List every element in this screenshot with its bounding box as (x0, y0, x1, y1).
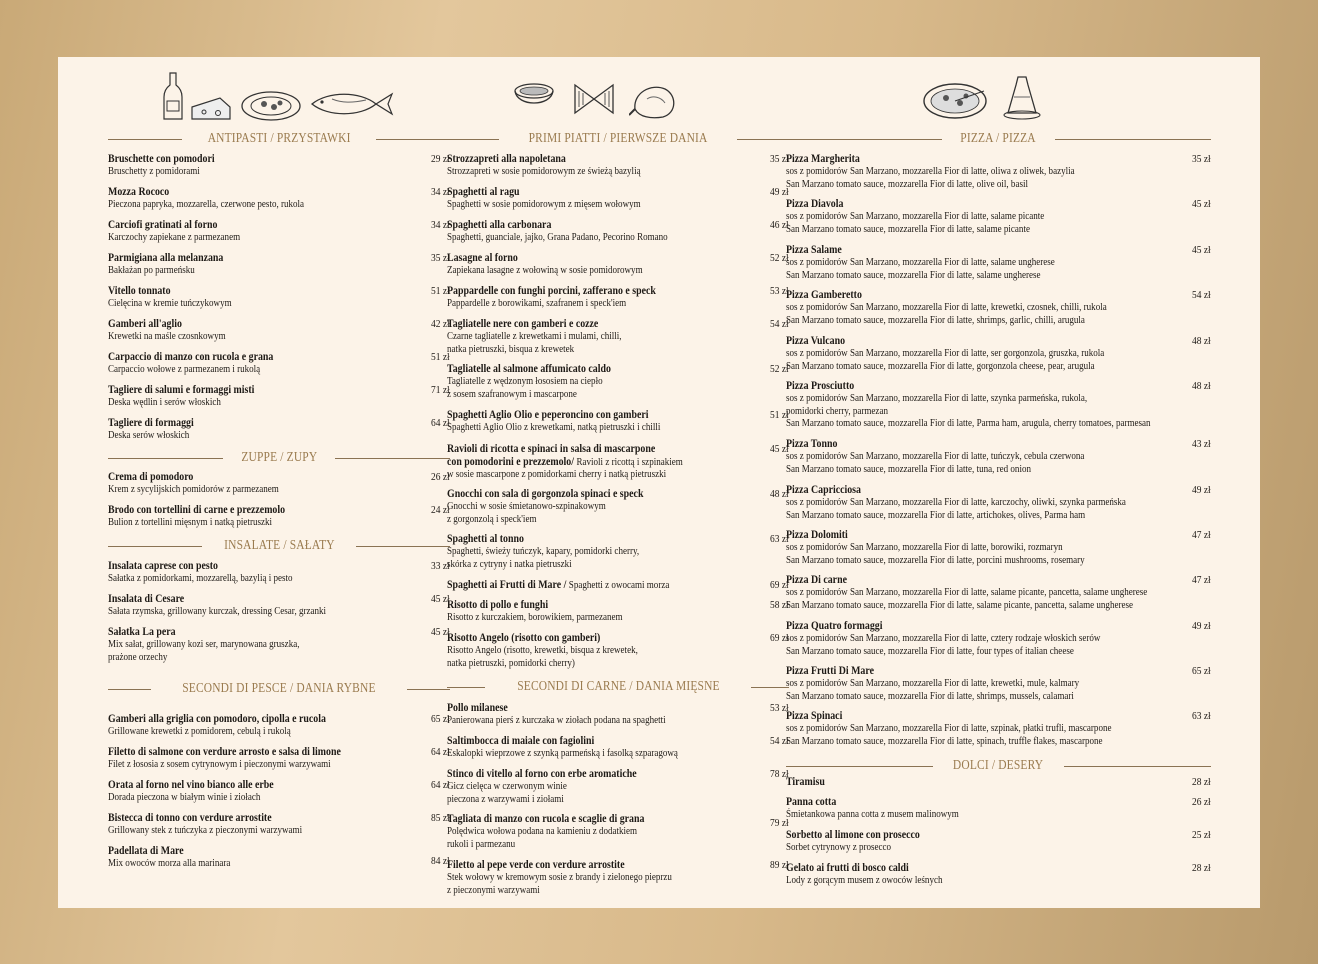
menu-item: Tagliere di formaggi Deska serów włoskich 64 zł (108, 417, 450, 441)
menu-item: Ravioli di ricotta e spinaci in salsa di mascarpone con pomodorini e prezzemolo/ Ravioli z ricottą i szpinakiem w sosie mascarpone z pomidorkami cherry i natką pietruszki 45 zł (447, 443, 789, 480)
menu-item: Pizza Spinaci sos z pomidorów San Marzano, mozzarella Fior di latte, szpinak, płatki trufli, mascarpone San Marzano tomato sauce, mozzarella Fior di latte, spinach, truffle flakes, mascarpone 63 zł (786, 710, 1211, 747)
farfalle-pasta-icon (571, 81, 617, 117)
menu-item: Mozza Rococo Pieczona papryka, mozzarella, czerwone pesto, rukola 34 zł (108, 186, 450, 210)
menu-item: Stinco di vitello al forno con erbe aromatiche Gicz cielęca w czerwonym winie pieczona z warzywami i ziołami 78 zł (447, 768, 789, 805)
menu-item: Gelato ai frutti di bosco caldi Lody z gorącym musem z owoców leśnych 28 zł (786, 862, 1211, 886)
menu-item: Sorbetto al limone con prosecco Sorbet cytrynowy z prosecco 25 zł (786, 829, 1211, 853)
menu-item: Risotto di pollo e funghi Risotto z kurczakiem, borowikiem, parmezanem 58 zł (447, 599, 789, 623)
section-heading-dolci: DOLCI / DESERY (786, 758, 1211, 774)
menu-item: Bistecca di tonno con verdure arrostite Grillowany stek z tuńczyka z pieczonymi warzywami 85 zł (108, 812, 450, 836)
menu-item: Gamberi all'aglio Krewetki na maśle czosnkowym 42 zł (108, 318, 450, 342)
menu-item: Padellata di Mare Mix owoców morza alla marinara 84 zł (108, 845, 450, 869)
section-heading-secondi-pesce: SECONDI DI PESCE / DANIA RYBNE (108, 681, 450, 697)
menu-item: Gamberi alla griglia con pomodoro, cipolla e rucola Grillowane krewetki z pomidorem, cebulą i rukolą 65 zł (108, 713, 450, 737)
menu-item: Pizza Tonno sos z pomidorów San Marzano, mozzarella Fior di latte, tuńczyk, cebula czerwona San Marzano tomato sauce, mozzarella Fior di latte, tuna, red onion 43 zł (786, 438, 1211, 475)
menu-item: Saltimbocca di maiale con fagiolini Eskalopki wieprzowe z szynką parmeńską i fasolką szparagową 54 zł (447, 735, 789, 759)
fish-icon (308, 89, 394, 119)
menu-item: Brodo con tortellini di carne e prezzemolo Bulion z tortellini mięsnym i natką pietruszki 24 zł (108, 504, 450, 528)
menu-item: Lasagne al forno Zapiekana lasagne z wołowiną w sosie pomidorowym 52 zł (447, 252, 789, 276)
menu-item: Carciofi gratinati al forno Karczochy zapiekane z parmezanem 34 zł (108, 219, 450, 243)
menu-item: Panna cotta Śmietankowa panna cotta z musem malinowym 26 zł (786, 796, 1211, 820)
menu-item: Pizza Salame sos z pomidorów San Marzano, mozzarella Fior di latte, salame ungherese San Marzano tomato sauce, mozzarella Fior di latte, salame ungherese 45 zł (786, 244, 1211, 281)
menu-item: Pizza Prosciutto sos z pomidorów San Marzano, mozzarella Fior di latte, szynka parmeńska, rukola, pomidorki cherry, parmezan San Marzano tomato sauce, mozzarella Fior di latte, Parma ham, arugula, cherry tomatoes, parmesan 48 zł (786, 380, 1211, 429)
menu-item: Insalata di Cesare Sałata rzymska, grillowany kurczak, dressing Cesar, grzanki 45 zł (108, 593, 450, 617)
menu-item: Spaghetti Aglio Olio e peperoncino con gamberi Spaghetti Aglio Olio z krewetkami, natką pietruszki i chilli 51 zł (447, 409, 789, 433)
menu-item: Pizza Vulcano sos z pomidorów San Marzano, mozzarella Fior di latte, ser gorgonzola, gruszka, rukola San Marzano tomato sauce, mozzarella Fior di latte, gorgonzola cheese, pear, arugula 48 zł (786, 335, 1211, 372)
menu-column-2 (447, 57, 789, 908)
menu-item: Pappardelle con funghi porcini, zafferano e speck Pappardelle z borowikami, szafranem i speck'iem 53 zł (447, 285, 789, 309)
menu-item: Tiramisu 28 zł (786, 776, 1211, 788)
menu-item: Tagliere di salumi e formaggi misti Deska wędlin i serów włoskich 71 zł (108, 384, 450, 408)
panna-cotta-icon (1002, 73, 1042, 121)
menu-item: Pizza Frutti Di Mare sos z pomidorów San Marzano, mozzarella Fior di latte, krewetki, mule, kalmary San Marzano tomato sauce, mozzarella Fior di latte, shrimps, mussels, calamari 65 zł (786, 665, 1211, 702)
menu-item: Gnocchi con sala di gorgonzola spinaci e speck Gnocchi w sosie śmietanowo-szpinakowym z gorgonzolą i speck'iem 48 zł (447, 488, 789, 525)
menu-item: Pizza Dolomiti sos z pomidorów San Marzano, mozzarella Fior di latte, borowiki, rozmaryn San Marzano tomato sauce, mozzarella Fior di latte, porcini mushrooms, rosemary 47 zł (786, 529, 1211, 566)
menu-sheet (58, 57, 1260, 908)
menu-item: Pizza Di carne sos z pomidorów San Marzano, mozzarella Fior di latte, salame picante, pancetta, salame ungherese San Marzano tomato sauce, mozzarella Fior di latte, salame picante, pancetta, salame ungherese 47 zł (786, 574, 1211, 611)
menu-column-1 (108, 57, 450, 908)
illustrations-antipasti (108, 67, 450, 127)
menu-item: Spaghetti al tonno Spaghetti, świeży tuńczyk, kapary, pomidorki cherry, skórka z cytryny i natka pietruszki 63 zł (447, 533, 789, 570)
menu-item: Pollo milanese Panierowana pierś z kurczaka w ziołach podana na spaghetti 53 zł (447, 702, 789, 726)
section-heading-insalate: INSALATE / SAŁATY (108, 538, 450, 554)
menu-item: Tagliata di manzo con rucola e scaglie di grana Polędwica wołowa podana na kamieniu z dodatkiem rukoli i parmezanu 79 zł (447, 813, 789, 850)
pizza-icon (922, 81, 988, 121)
menu-item: Spaghetti ai Frutti di Mare / Spaghetti z owocami morza 69 zł (447, 579, 789, 591)
menu-item: Strozzapreti alla napoletana Strozzapreti w sosie pomidorowym ze świeżą bazylią 35 zł (447, 153, 789, 177)
bottle-icon (160, 71, 186, 121)
menu-item: Pizza Capricciosa sos z pomidorów San Marzano, mozzarella Fior di latte, karczochy, oliwki, szynka parmeńska San Marzano tomato sauce, mozzarella Fior di latte, artichokes, olives, Parma ham 49 zł (786, 484, 1211, 521)
illustrations-primi (447, 67, 789, 127)
menu-item: Filetto di salmone con verdure arrosto e salsa di limone Filet z łososia z sosem cytrynowym i pieczonymi warzywami 64 zł (108, 746, 450, 770)
menu-item: Orata al forno nel vino bianco alle erbe Dorada pieczona w białym winie i ziołach 64 zł (108, 779, 450, 803)
menu-item: Risotto Angelo (risotto con gamberi) Risotto Angelo (risotto, krewetki, bisqua z krewetek, natka pietruszki, pomidorki cherry) 69 zł (447, 632, 789, 669)
menu-item: Tagliatelle nere con gamberi e cozze Czarne tagliatelle z krewetkami i mulami, chilli, natka pietruszki, bisqua z krewetek 54 zł (447, 318, 789, 355)
section-heading-primi: PRIMI PIATTI / PIERWSZE DANIA (447, 131, 789, 147)
menu-item: Sałatka La pera Mix sałat, grillowany kozi ser, marynowana gruszka, prażone orzechy 45 zł (108, 626, 450, 663)
menu-item: Pizza Gamberetto sos z pomidorów San Marzano, mozzarella Fior di latte, krewetki, czosnek, chilli, rukola San Marzano tomato sauce, mozzarella Fior di latte, shrimps, garlic, chilli, arugula 54 zł (786, 289, 1211, 326)
menu-item: Insalata caprese con pesto Sałatka z pomidorkami, mozzarellą, bazylią i pesto 33 zł (108, 560, 450, 584)
menu-item: Filetto al pepe verde con verdure arrostite Stek wołowy w kremowym sosie z brandy i zielonego pieprzu z pieczonymi warzywami 89 zł (447, 859, 789, 896)
section-heading-pizza: PIZZA / PIZZA (786, 131, 1211, 147)
menu-item: Pizza Diavola sos z pomidorów San Marzano, mozzarella Fior di latte, salame picante San Marzano tomato sauce, mozzarella Fior di latte, salame picante 45 zł (786, 198, 1211, 235)
plate-icon (240, 89, 302, 123)
soup-bowl-icon (513, 81, 555, 117)
menu-item: Crema di pomodoro Krem z sycylijskich pomidorów z parmezanem 26 zł (108, 471, 450, 495)
menu-item: Parmigiana alla melanzana Bakłażan po parmeńsku 35 zł (108, 252, 450, 276)
section-heading-zuppe: ZUPPE / ZUPY (108, 450, 450, 466)
menu-item: Spaghetti alla carbonara Spaghetti, guanciale, jajko, Grana Padano, Pecorino Romano 46 zł (447, 219, 789, 243)
menu-item: Tagliatelle al salmone affumicato caldo Tagliatelle z wędzonym łososiem na ciepło z sosem szafranowym i mascarpone 52 zł (447, 363, 789, 400)
menu-item: Pizza Margherita sos z pomidorów San Marzano, mozzarella Fior di latte, oliwa z oliwek, bazylia San Marzano tomato sauce, mozzarella Fior di latte, olive oil, basil 35 zł (786, 153, 1211, 190)
menu-item: Bruschette con pomodori Bruschetty z pomidorami 29 zł (108, 153, 450, 177)
ham-icon (629, 79, 681, 121)
section-heading-antipasti: ANTIPASTI / PRZYSTAWKI (108, 131, 450, 147)
menu-item: Vitello tonnato Cielęcina w kremie tuńczykowym 51 zł (108, 285, 450, 309)
cheese-icon (190, 95, 232, 121)
menu-item: Spaghetti al ragu Spaghetti w sosie pomidorowym z mięsem wołowym 49 zł (447, 186, 789, 210)
menu-item: Pizza Quatro formaggi sos z pomidorów San Marzano, mozzarella Fior di latte, cztery rodzaje włoskich serów San Marzano tomato sauce, mozzarella Fior di latte, four types of italian cheese 49 zł (786, 620, 1211, 657)
section-heading-secondi-carne: SECONDI DI CARNE / DANIA MIĘSNE (447, 679, 789, 695)
illustrations-pizza (786, 67, 1211, 127)
menu-column-3 (786, 57, 1211, 908)
menu-item: Carpaccio di manzo con rucola e grana Carpaccio wołowe z parmezanem i rukolą 51 zł (108, 351, 450, 375)
